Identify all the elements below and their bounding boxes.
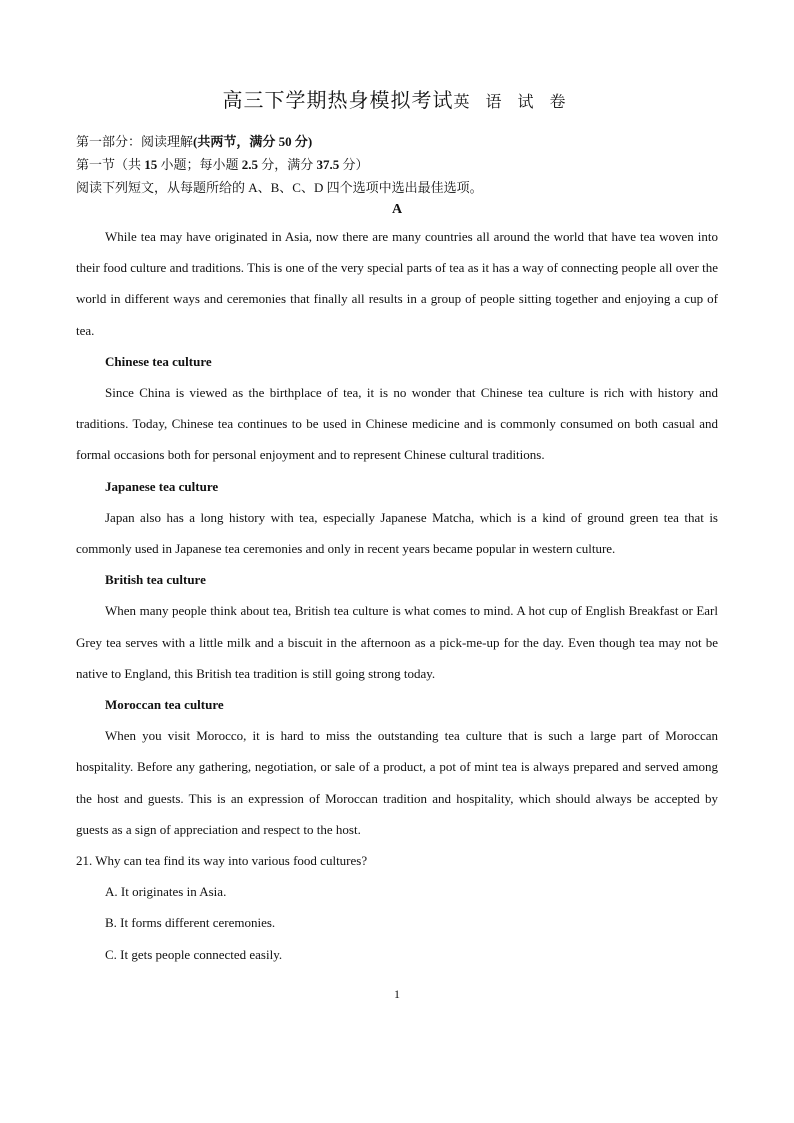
part-heading (76, 133, 312, 151)
section-heading-mid2: 分，满分 (258, 157, 317, 172)
section-heading-prefix: 第一节（共 (76, 157, 145, 172)
page-number: 1 (394, 987, 400, 1001)
question-stem: 21. Why can tea find its way into various food cultures? (76, 853, 368, 869)
question-option-b: B. It forms different ceremonies. (105, 915, 276, 931)
section-text-british: When many people think about tea, British tea culture is what comes to mind. A hot cup of English Breakfast or Earl Grey tea serves with a little milk and a biscuit in the afternoon as a pick-me-up for the day. Even though tea may not be native to England, this British tea tradition is still going strong today. (76, 603, 718, 681)
section-heading (76, 156, 369, 174)
section-text-moroccan: When you visit Morocco, it is hard to miss the outstanding tea culture that is such a large part of Moroccan hospitality. Before any gathering, negotiation, or sale of a product, a pot of mint tea is always prepared and served among the host and guests. This is an expression of Moroccan tradition and hospitality, which should always be accepted by guests as a sign of appreciation and respect to the host. (76, 728, 718, 837)
section-text-japanese: Japan also has a long history with tea, especially Japanese Matcha, which is a kind of ground green tea that is commonly used in Japanese tea ceremonies and only in recent years became popular in western culture. (76, 509, 718, 557)
exam-title (0, 84, 794, 113)
section-heading-mid1: 小题；每小题 (157, 157, 242, 172)
section-heading-japanese: Japanese tea culture (105, 478, 219, 494)
section-heading-moroccan: Moroccan tea culture (105, 697, 224, 713)
section-question-count: 15 (144, 157, 158, 172)
section-heading-chinese: Chinese tea culture (105, 353, 212, 369)
section-points-total: 37.5 (316, 157, 340, 172)
question-option-c: C. It gets people connected easily. (105, 946, 283, 962)
directions: 阅读下列短文，从每题所给的 A、B、C、D 四个选项中选出最佳选项。 (76, 180, 483, 195)
passage-intro: While tea may have originated in Asia, now there are many countries all around the world that have tea woven into their food culture and traditions. This is one of the very special parts of tea as it has a way of connecting people all over the world in different ways and ceremonies that finally all results in a group of people sitting together and enjoying a cup of tea. (76, 229, 718, 338)
exam-title-subject: 英 语 试 卷 (453, 94, 572, 111)
section-heading-suffix: 分） (339, 157, 369, 172)
question-option-a: A. It originates in Asia. (105, 884, 227, 900)
section-heading-british: British tea culture (105, 572, 206, 588)
passage-body (76, 221, 718, 970)
part-heading-prefix: 第一部分：阅读理解 (76, 134, 194, 149)
exam-title-main: 高三下学期热身模拟考试 (222, 90, 454, 112)
passage-label: A (391, 202, 403, 217)
part-heading-score: (共两节，满分 50 分) (193, 134, 313, 149)
section-text-chinese: Since China is viewed as the birthplace of tea, it is no wonder that Chinese tea culture is rich with history and traditions. Today, Chinese tea continues to be used in Chinese medicine and is commonly consumed on both casual and formal occasions both for personal enjoyment and to represent Chinese cultural traditions. (76, 385, 718, 463)
section-points-each: 2.5 (241, 157, 259, 172)
